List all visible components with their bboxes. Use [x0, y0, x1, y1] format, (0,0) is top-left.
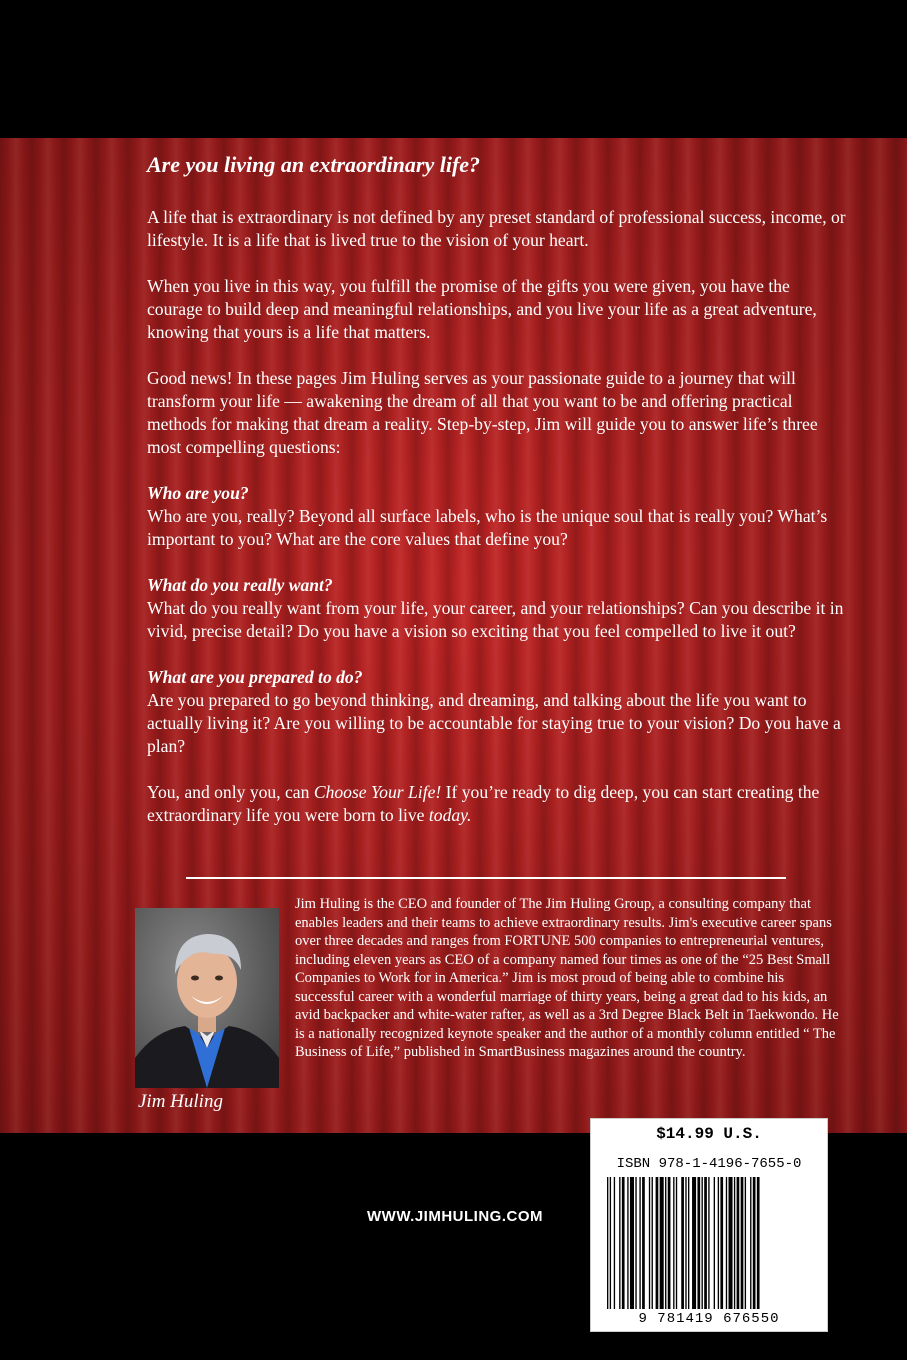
isbn-label: ISBN 978-1-4196-7655-0	[616, 1156, 802, 1172]
back-cover-copy	[147, 150, 847, 827]
closing-paragraph	[147, 781, 847, 827]
closing-text-1: You, and only you, can	[147, 782, 314, 802]
barcode-bar	[639, 1177, 640, 1309]
barcode-bar	[668, 1177, 671, 1309]
barcode-bar	[741, 1177, 744, 1309]
barcode-bar	[734, 1177, 735, 1309]
question-block-3	[147, 666, 847, 758]
author-portrait-icon	[135, 908, 279, 1088]
question-block-1	[147, 482, 847, 551]
barcode-bar	[673, 1177, 674, 1309]
top-black-band	[0, 0, 907, 138]
barcode-bar	[702, 1177, 703, 1309]
barcode-bar	[757, 1177, 760, 1309]
barcode-bar	[676, 1177, 677, 1309]
barcode-bar	[704, 1177, 707, 1309]
barcode-bar	[718, 1177, 719, 1309]
barcode-bar	[697, 1177, 700, 1309]
barcode-bar	[708, 1177, 709, 1309]
question-title: Who are you?	[147, 483, 249, 503]
photo-caption: Jim Huling	[138, 1091, 223, 1112]
barcode-bar	[688, 1177, 689, 1309]
barcode-bar	[622, 1177, 625, 1309]
barcode-bar	[681, 1177, 684, 1309]
barcode-bar	[685, 1177, 686, 1309]
barcode-bar	[630, 1177, 634, 1309]
barcode-bar	[726, 1177, 727, 1309]
book-title: Choose Your Life!	[313, 782, 442, 802]
author-photo	[135, 908, 279, 1088]
barcode-bar	[737, 1177, 740, 1309]
barcode-box	[590, 1118, 828, 1332]
barcode-bar	[619, 1177, 620, 1309]
question-title: What are you prepared to do?	[147, 667, 363, 687]
question-body: What do you really want from your life, your career, and your relationships? Can you describe it in vivid, precise detail? Do you have a vision so exciting that you feel compelled to live it out?	[147, 598, 844, 641]
barcode-digits: 9 781419 676550	[638, 1311, 780, 1327]
author-bio: Jim Huling is the CEO and founder of The Jim Huling Group, a consulting company that enables leaders and their teams to achieve extraordinary results. Jim's executive career spans over three decades and ranges from FORTUNE 500 companies to entrepreneurial ventures, including eleven years as CEO of a company named four times as one of the “25 Best Small Companies to Work for in America.” Jim is most proud of being able to combine his successful career with a wonderful marriage of thirty years, being a great dad to his kids, an avid backpacker and white-water rafter, as well as a 3rd Degree Black Belt in Taekwondo. He is a nationally recognized keynote speaker and the author of a monthly column entitled “ The Business of Life,” published in SmartBusiness magazines around the country.	[295, 896, 839, 1060]
barcode-bar	[714, 1177, 715, 1309]
website-url: WWW.JIMHULING.COM	[367, 1208, 543, 1225]
barcode-bar	[720, 1177, 723, 1309]
divider-rule	[186, 877, 786, 879]
intro-paragraph-1: A life that is extraordinary is not defined by any preset standard of professional success, income, or lifestyle. It is a life that is lived true to the vision of your heart.	[147, 207, 846, 250]
barcode-bar	[692, 1177, 696, 1309]
price-label: $14.99 U.S.	[656, 1125, 762, 1143]
barcode-bar	[660, 1177, 664, 1309]
headline: Are you living an extraordinary life?	[147, 152, 481, 177]
barcode-bar	[729, 1177, 733, 1309]
barcode-bar	[652, 1177, 653, 1309]
barcode-bars	[605, 1177, 815, 1309]
question-title: What do you really want?	[147, 575, 333, 595]
barcode-bar	[627, 1177, 628, 1309]
barcode-bar	[745, 1177, 746, 1309]
barcode-bar	[649, 1177, 650, 1309]
barcode-bar	[607, 1177, 608, 1309]
barcode-bar	[614, 1177, 615, 1309]
question-body: Are you prepared to go beyond thinking, and dreaming, and talking about the life you want to actually living it? Are you willing to be accountable for staying true to your vision? Do you have a plan?	[147, 690, 841, 756]
closing-emphasis: today.	[428, 805, 472, 825]
barcode-bar	[665, 1177, 666, 1309]
barcode-bar	[656, 1177, 659, 1309]
intro-paragraph-3: Good news! In these pages Jim Huling serves as your passionate guide to a journey that will transform your life — awakening the dream of all that you want to be and offering practical methods for making that dream a reality. Step-by-step, Jim will guide you to answer life’s three most compelling questions:	[147, 368, 818, 457]
barcode-bar	[635, 1177, 636, 1309]
barcode-bar	[753, 1177, 756, 1309]
barcode-bar	[642, 1177, 645, 1309]
closing-text-2: If you’re ready to dig deep, you can start creating the extraordinary life you were born to live	[147, 782, 820, 825]
barcode-bar	[610, 1177, 611, 1309]
question-body: Who are you, really? Beyond all surface labels, who is the unique soul that is really you? What’s important to you? What are the core values that define you?	[147, 506, 828, 549]
intro-paragraph-2: When you live in this way, you fulfill the promise of the gifts you were given, you have the courage to build deep and meaningful relationships, and you live your life as a great adventure, knowing that yours is a life that matters.	[147, 276, 817, 342]
barcode-bar	[750, 1177, 751, 1309]
question-block-2	[147, 574, 847, 643]
